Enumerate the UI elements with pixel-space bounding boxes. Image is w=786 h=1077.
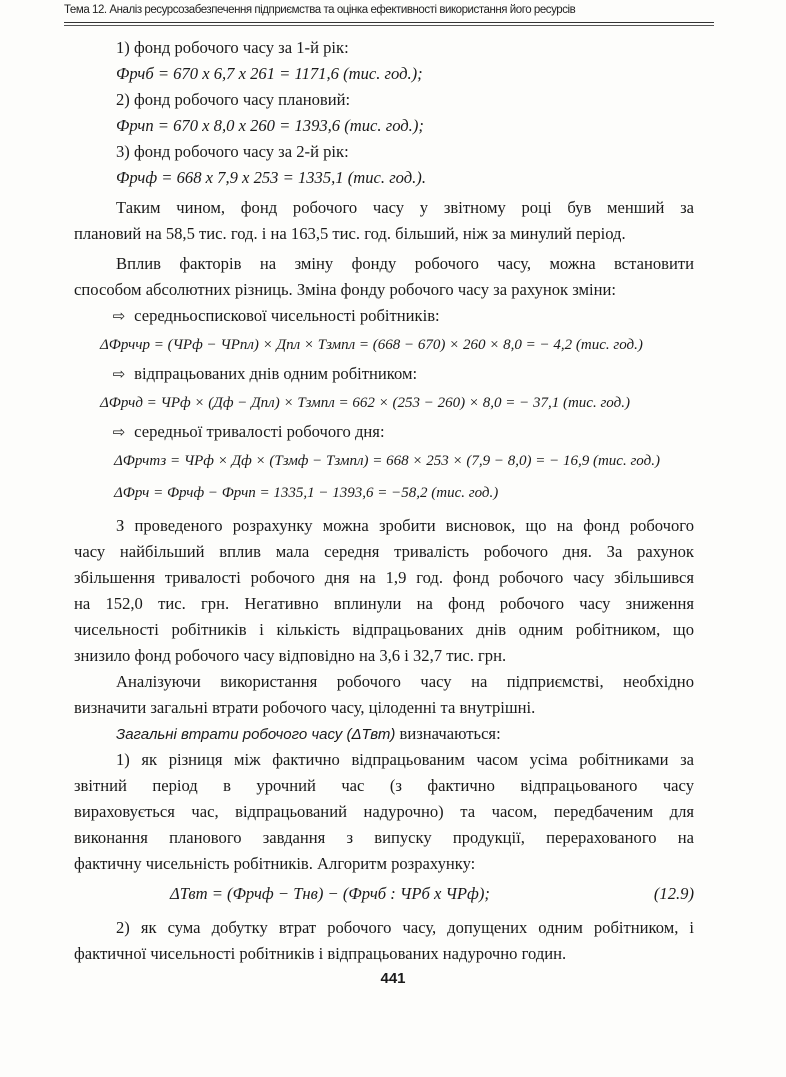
formula-12-9-number: (12.9) [653,884,694,903]
formula-12-9-expression: ΔТвт = (Фрчф − Тнв) − (Фрчб : ЧРб х ЧРф); [170,884,490,903]
header-rule [64,22,714,23]
para3-line-2: часу найбільший вплив мала середня тривалість робочого дня. За рахунок [74,542,694,561]
para6-line-4: виконання планового завдання з випуску продукції, перерахованого на [74,828,694,847]
para6-line-1: 1) як різниця між фактично відпрацьованим часом усіма робітниками за [116,750,694,769]
calc-item-2-label: 2) фонд робочого часу плановий: [116,90,351,109]
factor-3-formula: ΔФрчтз = ЧРф × Дф × (Тзмф − Тзмпл) = 668 × 253 × (7,9 − 8,0) = − 16,9 (тис. год.) [114,453,660,469]
factor-3-label: середньої тривалості робочого дня: [134,422,385,441]
formula-12-9 [74,877,694,911]
para6-line-2: звітний період в урочний час (з фактично відпрацьованого часу [74,776,694,795]
para7-line-1: 2) як сума добутку втрат робочого часу, допущених одним робітником, і [116,918,694,937]
para2-line-2: способом абсолютних різниць. Зміна фонду робочого часу за рахунок зміни: [74,280,617,299]
para6-line-5: фактичну чисельність робітників. Алгоритм розрахунку: [74,854,476,873]
para4-line-1: Аналізуючи використання робочого часу на підприємстві, необхідно [116,672,694,691]
total-change-formula: ΔФрч = Фрчф − Фрчп = 1335,1 − 1393,6 = −58,2 (тис. год.) [114,485,499,501]
factor-2-label-row [74,361,694,387]
para3-line-1: З проведеного розрахунку можна зробити висновок, що на фонд робочого [116,516,694,535]
calc-item-3-formula: Фрчф = 668 х 7,9 х 253 = 1335,1 (тис. год.). [116,168,426,187]
running-header: Тема 12. Аналіз ресурсозабезпечення підприємства та оцінка ефективності використання його ресурсів [64,4,576,16]
calc-item-3-label: 3) фонд робочого часу за 2-й рік: [116,142,349,161]
arrow-right-outline-icon: ⇨ [112,307,126,325]
factor-3-label-row [74,419,694,445]
para2-line-1: Вплив факторів на зміну фонду робочого часу, можна встановити [116,254,694,273]
para5-line [74,721,694,747]
para3-line-6: знизило фонд робочого часу відповідно на 3,6 і 32,7 тис. грн. [74,646,507,665]
page-number: 441 [380,970,406,987]
para4-line-2: визначити загальні втрати робочого часу, цілоденні та внутрішні. [74,698,536,717]
page-content [74,35,694,967]
para1-line-1: Таким чином, фонд робочого часу у звітному році був менший за [116,198,694,217]
para3-line-4: на 152,0 тис. грн. Негативно вплинули на фонд робочого часу зниження [74,594,694,613]
factor-2-formula: ΔФрчд = ЧРф × (Дф − Дпл) × Тзмпл = 662 × (253 − 260) × 8,0 = − 37,1 (тис. год.) [100,395,630,411]
losses-term: Загальні втрати робочого часу (ΔТвт) [116,726,396,743]
para3-line-3: збільшення тривалості робочого дня на 1,9 год. фонд робочого часу збільшився [74,568,694,587]
factor-1-formula: ΔФрччр = (ЧРф − ЧРпл) × Дпл × Тзмпл = (668 − 670) × 260 × 8,0 = − 4,2 (тис. год.) [100,337,643,353]
arrow-right-outline-icon: ⇨ [112,423,126,441]
para1-line-2: плановий на 58,5 тис. год. і на 163,5 тис. год. більший, ніж за минулий період. [74,224,626,243]
arrow-right-outline-icon: ⇨ [112,365,126,383]
factor-1-label-row [74,303,694,329]
para6-line-3: вираховується час, відпрацьований надурочно) та часом, передбаченим для [74,802,694,821]
calc-item-2-formula: Фрчп = 670 х 8,0 х 260 = 1393,6 (тис. год.); [116,116,424,135]
calc-item-1-label: 1) фонд робочого часу за 1-й рік: [116,38,349,57]
factor-1-label: середньоспискової чисельності робітників: [134,306,440,325]
header-rule-thin [64,25,714,26]
calc-item-1-formula: Фрчб = 670 х 6,7 х 261 = 1171,6 (тис. год.); [116,64,423,83]
factor-2-label: відпрацьованих днів одним робітником: [134,364,418,383]
losses-term-rest: визначаються: [395,724,501,743]
para3-line-5: чисельності робітників і кількість відпрацьованих днів одним робітником, що [74,620,694,639]
para7-line-2: фактичної чисельності робітників і відпрацьованих надурочно годин. [74,944,567,963]
